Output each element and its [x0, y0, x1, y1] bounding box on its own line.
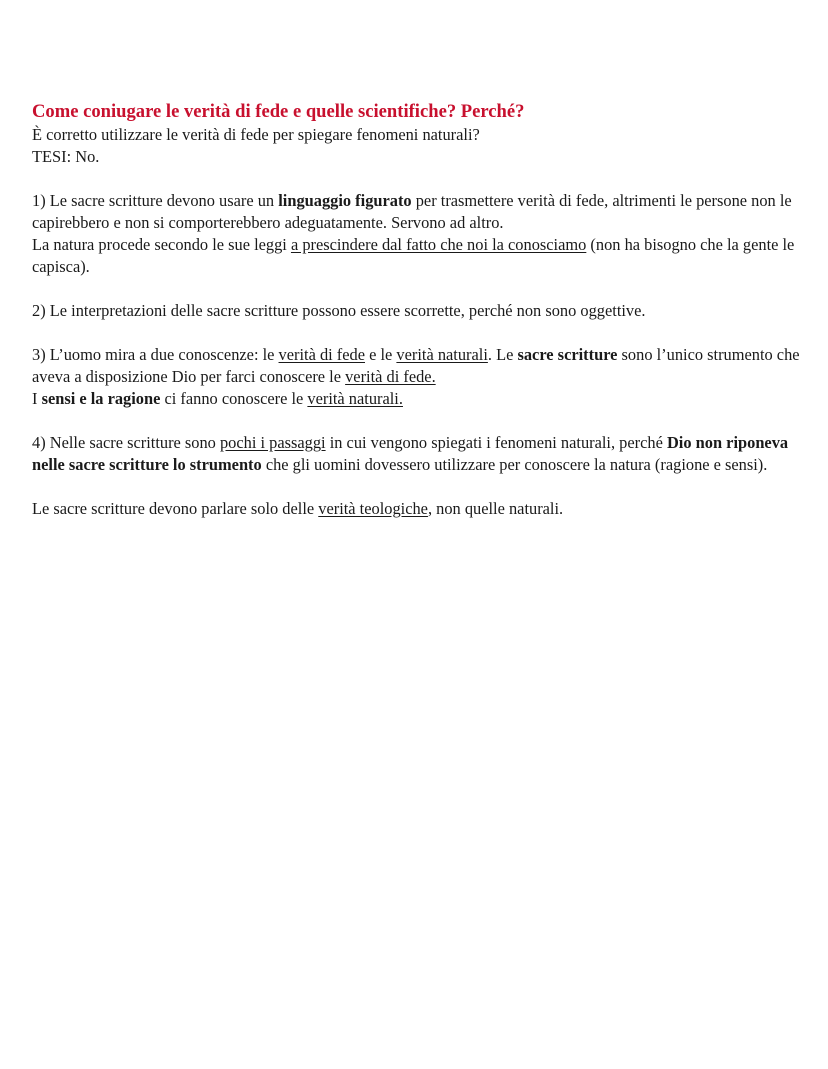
underlined-text: verità di fede. — [345, 367, 436, 386]
text-run: Le sacre scritture devono parlare solo delle — [32, 499, 319, 518]
spacer — [32, 168, 802, 190]
spacer — [32, 322, 802, 344]
underlined-text: verità teologiche — [318, 499, 428, 518]
point-3-paragraph-b — [32, 388, 802, 410]
underlined-text: a prescindere dal fatto che noi la conosciamo — [290, 235, 587, 254]
point-3 — [32, 344, 802, 410]
page-title: Come coniugare le verità di fede e quelle scientifiche? Perché? — [32, 101, 525, 122]
bold-text: sacre scritture — [517, 345, 618, 364]
underlined-text: verità di fede — [278, 345, 365, 364]
text-run: e le — [365, 345, 397, 364]
underlined-text: verità naturali — [396, 345, 488, 364]
spacer — [32, 410, 802, 432]
bold-text: sensi e la ragione — [41, 389, 161, 408]
text-run: I — [32, 389, 42, 408]
text-run: in cui vengono spiegati i fenomeni naturali, perché — [325, 433, 667, 452]
text-run: 4) Nelle sacre scritture sono — [32, 433, 220, 452]
point-1 — [32, 190, 802, 278]
text-run: . Le — [487, 345, 518, 364]
bold-text: Dio non riponeva nelle sacre scritture lo strumento — [32, 433, 789, 474]
text-run: che gli uomini dovessero utilizzare per conoscere la natura (ragione e sensi). — [261, 455, 768, 474]
text-run: 3) L’uomo mira a due conoscenze: le — [32, 345, 279, 364]
document-page — [32, 100, 802, 520]
spacer — [32, 278, 802, 300]
text-run: , non quelle naturali. — [427, 499, 564, 518]
point-2: 2) Le interpretazioni delle sacre scritture possono essere scorrette, perché non sono oggettive. — [32, 301, 646, 320]
underlined-text: verità naturali. — [307, 389, 403, 408]
text-run: La natura procede secondo le sue leggi — [32, 235, 291, 254]
point-4 — [32, 432, 802, 476]
underlined-text: pochi i passaggi — [219, 433, 326, 452]
point-3-paragraph-a — [32, 344, 802, 388]
text-run: per trasmettere verità di fede, altrimenti le persone non le capirebbero e non si comporterebbero adeguatamente. Servono ad altro. — [32, 191, 792, 232]
question-line: È corretto utilizzare le verità di fede per spiegare fenomeni naturali? — [32, 125, 480, 144]
text-run: (non ha bisogno che la gente le capisca). — [32, 235, 795, 276]
bold-text: linguaggio figurato — [278, 191, 412, 210]
text-run: 1) Le sacre scritture devono usare un — [32, 191, 279, 210]
text-run: sono l’unico strumento che aveva a disposizione Dio per farci conoscere le — [32, 345, 800, 386]
thesis-line: TESI: No. — [32, 147, 100, 166]
point-1-paragraph-a — [32, 190, 802, 234]
conclusion — [32, 498, 802, 520]
spacer — [32, 476, 802, 498]
point-1-paragraph-b — [32, 234, 802, 278]
text-run: ci fanno conoscere le — [160, 389, 308, 408]
